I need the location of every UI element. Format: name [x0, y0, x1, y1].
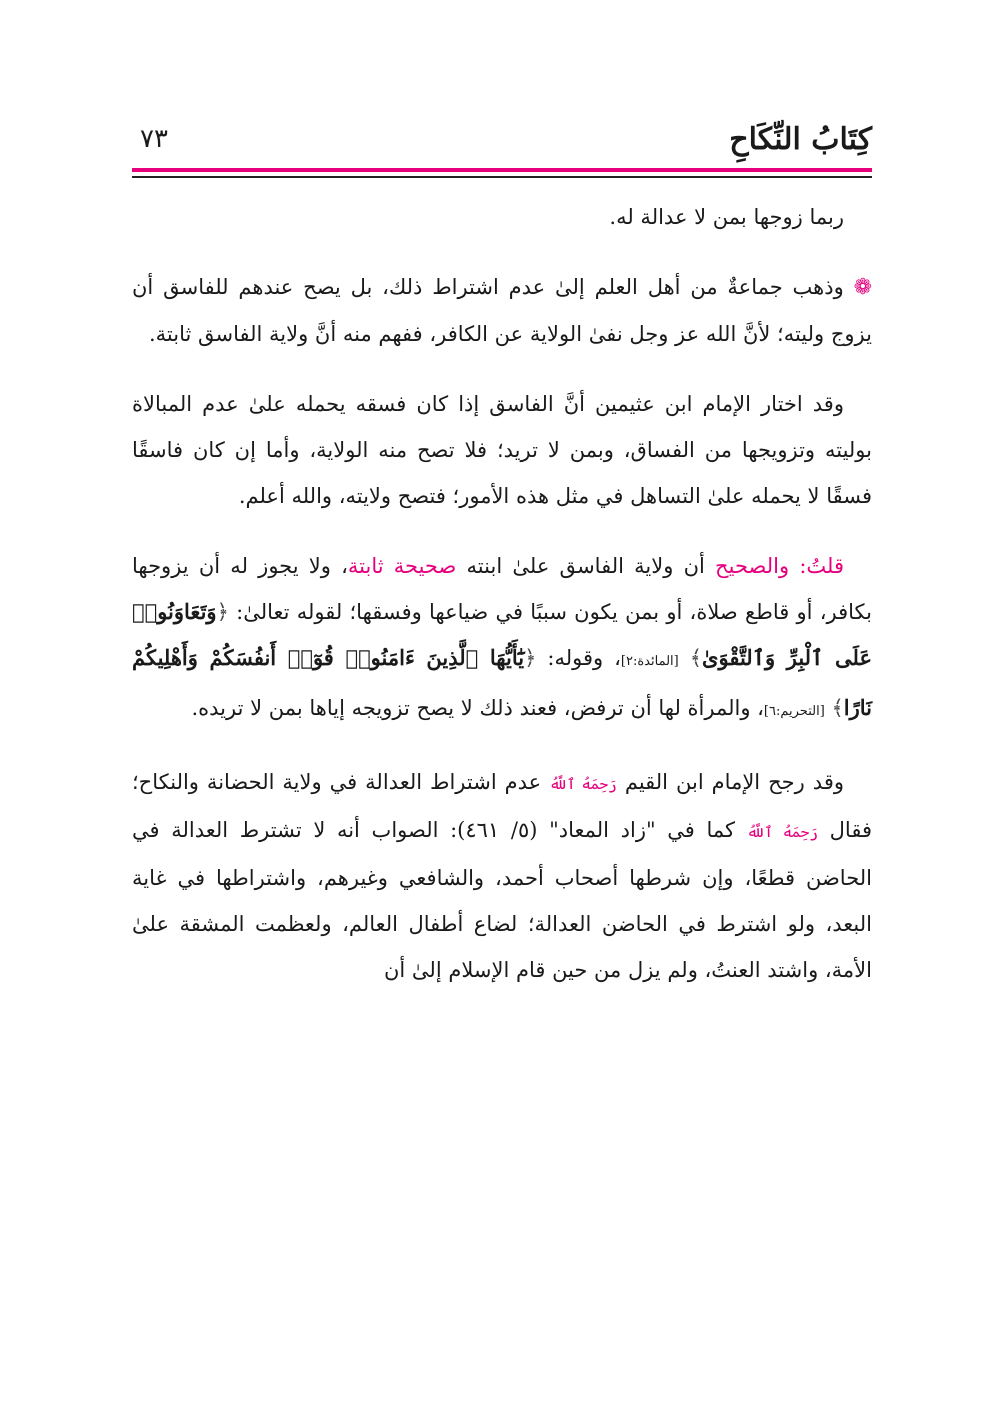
quran-verse-2: يَٰٓأَيُّهَا ٱلَّذِينَ ءَامَنُوا۟ قُوٓا۟ أَنفُسَكُمْ وَأَهْلِيكُمْ نَارًا: [132, 645, 872, 720]
paragraph-2: [132, 264, 872, 357]
honorific-mark: رَحِمَهُ ٱللَّهُ: [746, 823, 818, 841]
quran-bracket-close: ﴾: [831, 696, 844, 720]
p4-text-3: ، وقوله:: [547, 646, 621, 670]
paragraph-1-text: ربما زوجها بمن لا عدالة له.: [609, 205, 844, 229]
qult-label: قلتُ:: [799, 554, 844, 578]
paragraph-2-text: وذهب جماعةٌ من أهل العلم إلىٰ عدم اشتراط ذلك، بل يصح عندهم للفاسق أن يزوج وليته؛ لأنَّ الله عز وجل نفىٰ الولاية عن الكافر، ففهم منه أنَّ ولاية الفاسق ثابتة.: [132, 275, 872, 346]
p5-text-2: عدم اشتراط العدالة في ولاية الحضانة والنكاح؛ فقال: [132, 770, 872, 842]
p4-text-1: أن ولاية الفاسق علىٰ ابنته: [466, 554, 705, 578]
verse-citation-1: [المائدة:٢]: [620, 654, 679, 669]
p4-text-2: ، ولا يجوز له أن يزوجها بكافر، أو قاطع صلاة، أو بمن يكون سببًا في ضياعها وفسقها؛ لقوله تعالىٰ:: [132, 554, 872, 624]
flower-icon: ❁: [853, 275, 872, 300]
paragraph-1: [132, 194, 872, 240]
quran-bracket-open: ﴿: [524, 646, 537, 670]
page-body: [132, 182, 872, 993]
p5-text-3: كما في "زاد المعاد" (٥/ ٤٦١): الصواب أنه لا تشترط العدالة في الحاضن قطعًا، وإن شرطها أصحاب أحمد، والشافعي وغيرهم، واشتراطها في غاية البعد، ولو اشترط في الحاضن العدالة؛ لضاع أطفال العالم، ولعظمت المشقة علىٰ الأمة، واشتد العنتُ، ولم يزل من حين قام الإسلام إلىٰ أن: [132, 818, 872, 982]
sahiha-label: صحيحة ثابتة: [347, 554, 457, 578]
paragraph-3-text: وقد اختار الإمام ابن عثيمين أنَّ الفاسق إذا كان فسقه يحمله علىٰ عدم المبالاة بوليته وتزويجها من الفساق، وبمن لا تريد؛ فلا تصح منه الولاية، وأما إن كان فاسقًا فسقًا لا يحمله علىٰ التساهل في مثل هذه الأمور؛ فتصح ولايته، والله أعلم.: [132, 392, 872, 508]
paragraph-5: [132, 759, 872, 993]
book-title: كِتَابُ النِّكَاحِ: [729, 122, 872, 157]
p4-text-4: ، والمرأة لها أن ترفض، فعند ذلك لا يصح تزويجه إياها بمن لا تريده.: [191, 696, 764, 720]
quran-bracket-close: ﴾: [689, 646, 703, 670]
page-number: ٧٣: [140, 124, 168, 154]
sahih-label: والصحيح: [715, 554, 790, 578]
page-header: [132, 112, 872, 162]
paragraph-3: [132, 381, 872, 519]
verse-citation-2: [التحريم:٦]: [763, 704, 825, 719]
quran-bracket-open: ﴿: [216, 600, 229, 624]
header-rule-thin: [132, 176, 872, 178]
honorific-mark: رَحِمَهُ ٱللَّهُ: [549, 775, 617, 793]
quran-verse-1: وَتَعَاوَنُوا۟ عَلَى ٱلْبِرِّ وَٱلتَّقْوَىٰ: [132, 599, 872, 670]
p5-text-1: وقد رجح الإمام ابن القيم: [624, 770, 844, 794]
header-rule-thick: [132, 168, 872, 172]
paragraph-4: [132, 543, 872, 735]
